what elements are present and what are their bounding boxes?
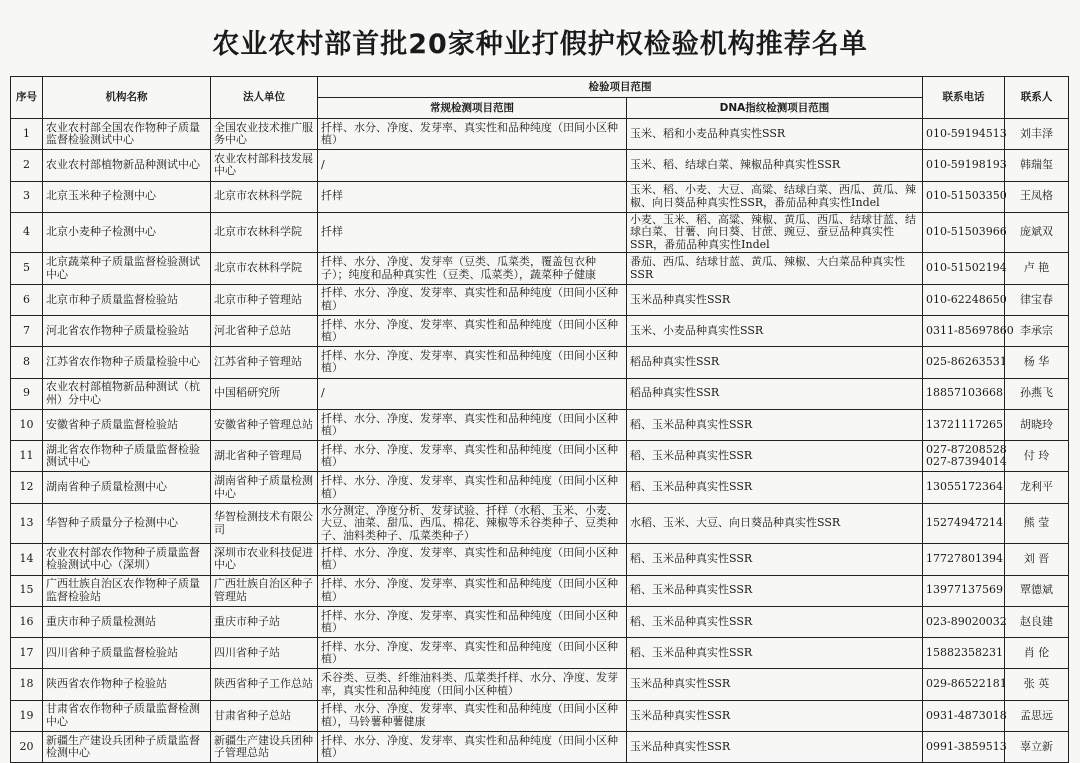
table-row	[11, 212, 1069, 253]
institution-name: 北京玉米种子检测中心	[43, 181, 211, 212]
contact-person: 赵良建	[1005, 606, 1069, 637]
institution-name: 湖南省种子质量检测中心	[43, 472, 211, 503]
institution-name: 北京市种子质量监督检验站	[43, 284, 211, 315]
legal-entity: 四川省种子站	[211, 638, 318, 669]
dna-scope: 玉米品种真实性SSR	[627, 732, 923, 763]
row-number: 18	[11, 669, 43, 700]
header-contact: 联系人	[1005, 77, 1069, 119]
institution-name: 华智种子质量分子检测中心	[43, 503, 211, 544]
header-phone: 联系电话	[923, 77, 1005, 119]
document-title: 农业农村部首批20家种业打假护权检验机构推荐名单	[212, 29, 868, 60]
contact-phone: 13721117265	[923, 409, 1005, 440]
institution-name: 农业农村部农作物种子质量监督检验测试中心（深圳）	[43, 544, 211, 575]
legal-entity: 北京市种子管理站	[211, 284, 318, 315]
row-number: 3	[11, 181, 43, 212]
table-row	[11, 472, 1069, 503]
legal-entity: 江苏省种子管理站	[211, 347, 318, 378]
dna-scope: 稻、玉米品种真实性SSR	[627, 575, 923, 606]
routine-scope: 扦样、水分、净度、发芽率、真实性和品种纯度（田间小区种植）	[318, 347, 627, 378]
dna-scope: 水稻、玉米、大豆、向日葵品种真实性SSR	[627, 503, 923, 544]
row-number: 4	[11, 212, 43, 253]
contact-person: 胡晓玲	[1005, 409, 1069, 440]
institution-name: 广西壮族自治区农作物种子质量监督检验站	[43, 575, 211, 606]
table-row	[11, 544, 1069, 575]
table-row	[11, 315, 1069, 346]
row-number: 6	[11, 284, 43, 315]
header-scope: 检验项目范围	[318, 77, 923, 98]
institution-name: 河北省农作物种子质量检验站	[43, 315, 211, 346]
routine-scope: 扦样、水分、净度、发芽率（豆类、瓜菜类，覆盖包衣种子）；纯度和品种真实性（豆类、瓜菜类），蔬菜种子健康	[318, 253, 627, 284]
contact-person: 熊 莹	[1005, 503, 1069, 544]
row-number: 9	[11, 378, 43, 409]
row-number: 13	[11, 503, 43, 544]
header-legal: 法人单位	[211, 77, 318, 119]
contact-person: 张 英	[1005, 669, 1069, 700]
dna-scope: 稻、玉米品种真实性SSR	[627, 472, 923, 503]
contact-person: 刘 晋	[1005, 544, 1069, 575]
routine-scope: 扦样、水分、净度、发芽率、真实性和品种纯度（田间小区种植）	[318, 606, 627, 637]
institution-name: 安徽省种子质量监督检验站	[43, 409, 211, 440]
contact-phone: 17727801394	[923, 544, 1005, 575]
legal-entity: 北京市农林科学院	[211, 181, 318, 212]
dna-scope: 稻、玉米品种真实性SSR	[627, 638, 923, 669]
contact-person: 辜立新	[1005, 732, 1069, 763]
contact-phone: 025-86263531	[923, 347, 1005, 378]
legal-entity: 陕西省种子工作总站	[211, 669, 318, 700]
institution-name: 农业农村部全国农作物种子质量监督检验测试中心	[43, 119, 211, 150]
routine-scope: 扦样、水分、净度、发芽率、真实性和品种纯度（田间小区种植）	[318, 315, 627, 346]
contact-phone: 18857103668	[923, 378, 1005, 409]
table-row	[11, 378, 1069, 409]
institution-table	[10, 76, 1069, 763]
contact-phone: 0991-3859513	[923, 732, 1005, 763]
routine-scope: 扦样、水分、净度、发芽率、真实性和品种纯度（田间小区种植）	[318, 575, 627, 606]
contact-phone: 0311-85697860	[923, 315, 1005, 346]
legal-entity: 重庆市种子站	[211, 606, 318, 637]
routine-scope: 扦样	[318, 181, 627, 212]
row-number: 12	[11, 472, 43, 503]
legal-entity: 北京市农林科学院	[211, 253, 318, 284]
contact-phone: 023-89020032	[923, 606, 1005, 637]
contact-person: 刘丰泽	[1005, 119, 1069, 150]
institution-name: 陕西省农作物种子检验站	[43, 669, 211, 700]
routine-scope: 禾谷类、豆类、纤维油料类、瓜菜类扦样、水分、净度、发芽率，真实性和品种纯度（田间小区种植）	[318, 669, 627, 700]
dna-scope: 番茄、西瓜、结球甘蓝、黄瓜、辣椒、大白菜品种真实性SSR	[627, 253, 923, 284]
legal-entity: 河北省种子总站	[211, 315, 318, 346]
legal-entity: 全国农业技术推广服务中心	[211, 119, 318, 150]
contact-phone: 010-51503350	[923, 181, 1005, 212]
routine-scope: 扦样、水分、净度、发芽率、真实性和品种纯度（田间小区种植），马铃薯种薯健康	[318, 700, 627, 731]
header-routine: 常规检测项目范围	[318, 98, 627, 119]
contact-phone: 15274947214	[923, 503, 1005, 544]
routine-scope: 扦样、水分、净度、发芽率、真实性和品种纯度（田间小区种植）	[318, 638, 627, 669]
dna-scope: 稻、玉米品种真实性SSR	[627, 544, 923, 575]
table-row	[11, 732, 1069, 763]
institution-name: 农业农村部植物新品种测试中心	[43, 150, 211, 181]
dna-scope: 玉米、稻、结球白菜、辣椒品种真实性SSR	[627, 150, 923, 181]
contact-person: 付 玲	[1005, 441, 1069, 472]
routine-scope: 扦样、水分、净度、发芽率、真实性和品种纯度（田间小区种植）	[318, 409, 627, 440]
legal-entity: 新疆生产建设兵团种子管理总站	[211, 732, 318, 763]
institution-name: 北京蔬菜种子质量监督检验测试中心	[43, 253, 211, 284]
table-row	[11, 181, 1069, 212]
routine-scope: /	[318, 378, 627, 409]
header-no: 序号	[11, 77, 43, 119]
row-number: 1	[11, 119, 43, 150]
dna-scope: 稻品种真实性SSR	[627, 347, 923, 378]
table-row	[11, 669, 1069, 700]
contact-person: 王凤格	[1005, 181, 1069, 212]
legal-entity: 北京市农林科学院	[211, 212, 318, 253]
table-row	[11, 119, 1069, 150]
contact-phone: 010-62248650	[923, 284, 1005, 315]
contact-phone: 15882358231	[923, 638, 1005, 669]
legal-entity: 湖南省种子质量检测中心	[211, 472, 318, 503]
institution-name: 湖北省农作物种子质量监督检验测试中心	[43, 441, 211, 472]
table-row	[11, 575, 1069, 606]
routine-scope: 水分测定、净度分析、发芽试验、扦样（水稻、玉米、小麦、大豆、油菜、甜瓜、西瓜、棉花、辣椒等禾谷类种子、豆类种子、油料类种子、瓜菜类种子）	[318, 503, 627, 544]
contact-phone: 010-59194513	[923, 119, 1005, 150]
contact-person: 肖 伦	[1005, 638, 1069, 669]
header-name: 机构名称	[43, 77, 211, 119]
row-number: 5	[11, 253, 43, 284]
institution-name: 农业农村部植物新品种测试（杭州）分中心	[43, 378, 211, 409]
contact-person: 庞斌双	[1005, 212, 1069, 253]
row-number: 10	[11, 409, 43, 440]
legal-entity: 深圳市农业科技促进中心	[211, 544, 318, 575]
contact-person: 韩瑞玺	[1005, 150, 1069, 181]
routine-scope: 扦样、水分、净度、发芽率、真实性和品种纯度（田间小区种植）	[318, 472, 627, 503]
dna-scope: 玉米品种真实性SSR	[627, 669, 923, 700]
institution-name: 四川省种子质量监督检验站	[43, 638, 211, 669]
row-number: 19	[11, 700, 43, 731]
table-row	[11, 638, 1069, 669]
routine-scope: 扦样、水分、净度、发芽率、真实性和品种纯度（田间小区种植）	[318, 441, 627, 472]
contact-phone: 010-51503966	[923, 212, 1005, 253]
contact-person: 孟思远	[1005, 700, 1069, 731]
table-body	[11, 119, 1069, 763]
contact-phone: 027-87208528 027-87394014	[923, 441, 1005, 472]
legal-entity: 华智检测技术有限公司	[211, 503, 318, 544]
table-row	[11, 606, 1069, 637]
dna-scope: 稻品种真实性SSR	[627, 378, 923, 409]
contact-phone: 0931-4873018	[923, 700, 1005, 731]
dna-scope: 玉米、稻和小麦品种真实性SSR	[627, 119, 923, 150]
header-row-top	[11, 77, 1069, 98]
routine-scope: 扦样、水分、净度、发芽率、真实性和品种纯度（田间小区种植）	[318, 544, 627, 575]
dna-scope: 玉米品种真实性SSR	[627, 700, 923, 731]
row-number: 7	[11, 315, 43, 346]
contact-person: 杨 华	[1005, 347, 1069, 378]
contact-phone: 029-86522181	[923, 669, 1005, 700]
contact-person: 卢 艳	[1005, 253, 1069, 284]
dna-scope: 玉米、小麦品种真实性SSR	[627, 315, 923, 346]
row-number: 2	[11, 150, 43, 181]
row-number: 8	[11, 347, 43, 378]
contact-phone: 010-59198193	[923, 150, 1005, 181]
routine-scope: /	[318, 150, 627, 181]
contact-person: 律宝春	[1005, 284, 1069, 315]
routine-scope: 扦样、水分、净度、发芽率、真实性和品种纯度（田间小区种植）	[318, 732, 627, 763]
institution-name: 江苏省农作物种子质量检验中心	[43, 347, 211, 378]
routine-scope: 扦样、水分、净度、发芽率、真实性和品种纯度（田间小区种植）	[318, 284, 627, 315]
row-number: 16	[11, 606, 43, 637]
dna-scope: 稻、玉米品种真实性SSR	[627, 441, 923, 472]
contact-person: 李承宗	[1005, 315, 1069, 346]
routine-scope: 扦样、水分、净度、发芽率、真实性和品种纯度（田间小区种植）	[318, 119, 627, 150]
legal-entity: 中国稻研究所	[211, 378, 318, 409]
row-number: 20	[11, 732, 43, 763]
dna-scope: 稻、玉米品种真实性SSR	[627, 606, 923, 637]
row-number: 14	[11, 544, 43, 575]
legal-entity: 广西壮族自治区种子管理站	[211, 575, 318, 606]
legal-entity: 安徽省种子管理总站	[211, 409, 318, 440]
table-row	[11, 441, 1069, 472]
legal-entity: 农业农村部科技发展中心	[211, 150, 318, 181]
institution-name: 甘肃省农作物种子质量监督检测中心	[43, 700, 211, 731]
dna-scope: 玉米品种真实性SSR	[627, 284, 923, 315]
dna-scope: 稻、玉米品种真实性SSR	[627, 409, 923, 440]
institution-name: 北京小麦种子检测中心	[43, 212, 211, 253]
table-row	[11, 503, 1069, 544]
row-number: 15	[11, 575, 43, 606]
dna-scope: 小麦、玉米、稻、高粱、辣椒、黄瓜、西瓜、结球甘蓝、结球白菜、甘薯、向日葵、甘蔗、豌豆、蚕豆品种真实性SSR，番茄品种真实性Indel	[627, 212, 923, 253]
table-row	[11, 700, 1069, 731]
header-dna: DNA指纹检测项目范围	[627, 98, 923, 119]
row-number: 11	[11, 441, 43, 472]
institution-name: 新疆生产建设兵团种子质量监督检测中心	[43, 732, 211, 763]
legal-entity: 甘肃省种子总站	[211, 700, 318, 731]
dna-scope: 玉米、稻、小麦、大豆、高粱、结球白菜、西瓜、黄瓜、辣椒、向日葵品种真实性SSR，番茄品种真实性Indel	[627, 181, 923, 212]
table-row	[11, 347, 1069, 378]
contact-phone: 13055172364	[923, 472, 1005, 503]
contact-person: 孙燕飞	[1005, 378, 1069, 409]
table-row	[11, 150, 1069, 181]
contact-person: 覃德斌	[1005, 575, 1069, 606]
institution-name: 重庆市种子质量检测站	[43, 606, 211, 637]
contact-person: 龙利平	[1005, 472, 1069, 503]
contact-phone: 010-51502194	[923, 253, 1005, 284]
table-row	[11, 409, 1069, 440]
table-row	[11, 284, 1069, 315]
table-row	[11, 253, 1069, 284]
contact-phone: 13977137569	[923, 575, 1005, 606]
row-number: 17	[11, 638, 43, 669]
legal-entity: 湖北省种子管理局	[211, 441, 318, 472]
routine-scope: 扦样	[318, 212, 627, 253]
